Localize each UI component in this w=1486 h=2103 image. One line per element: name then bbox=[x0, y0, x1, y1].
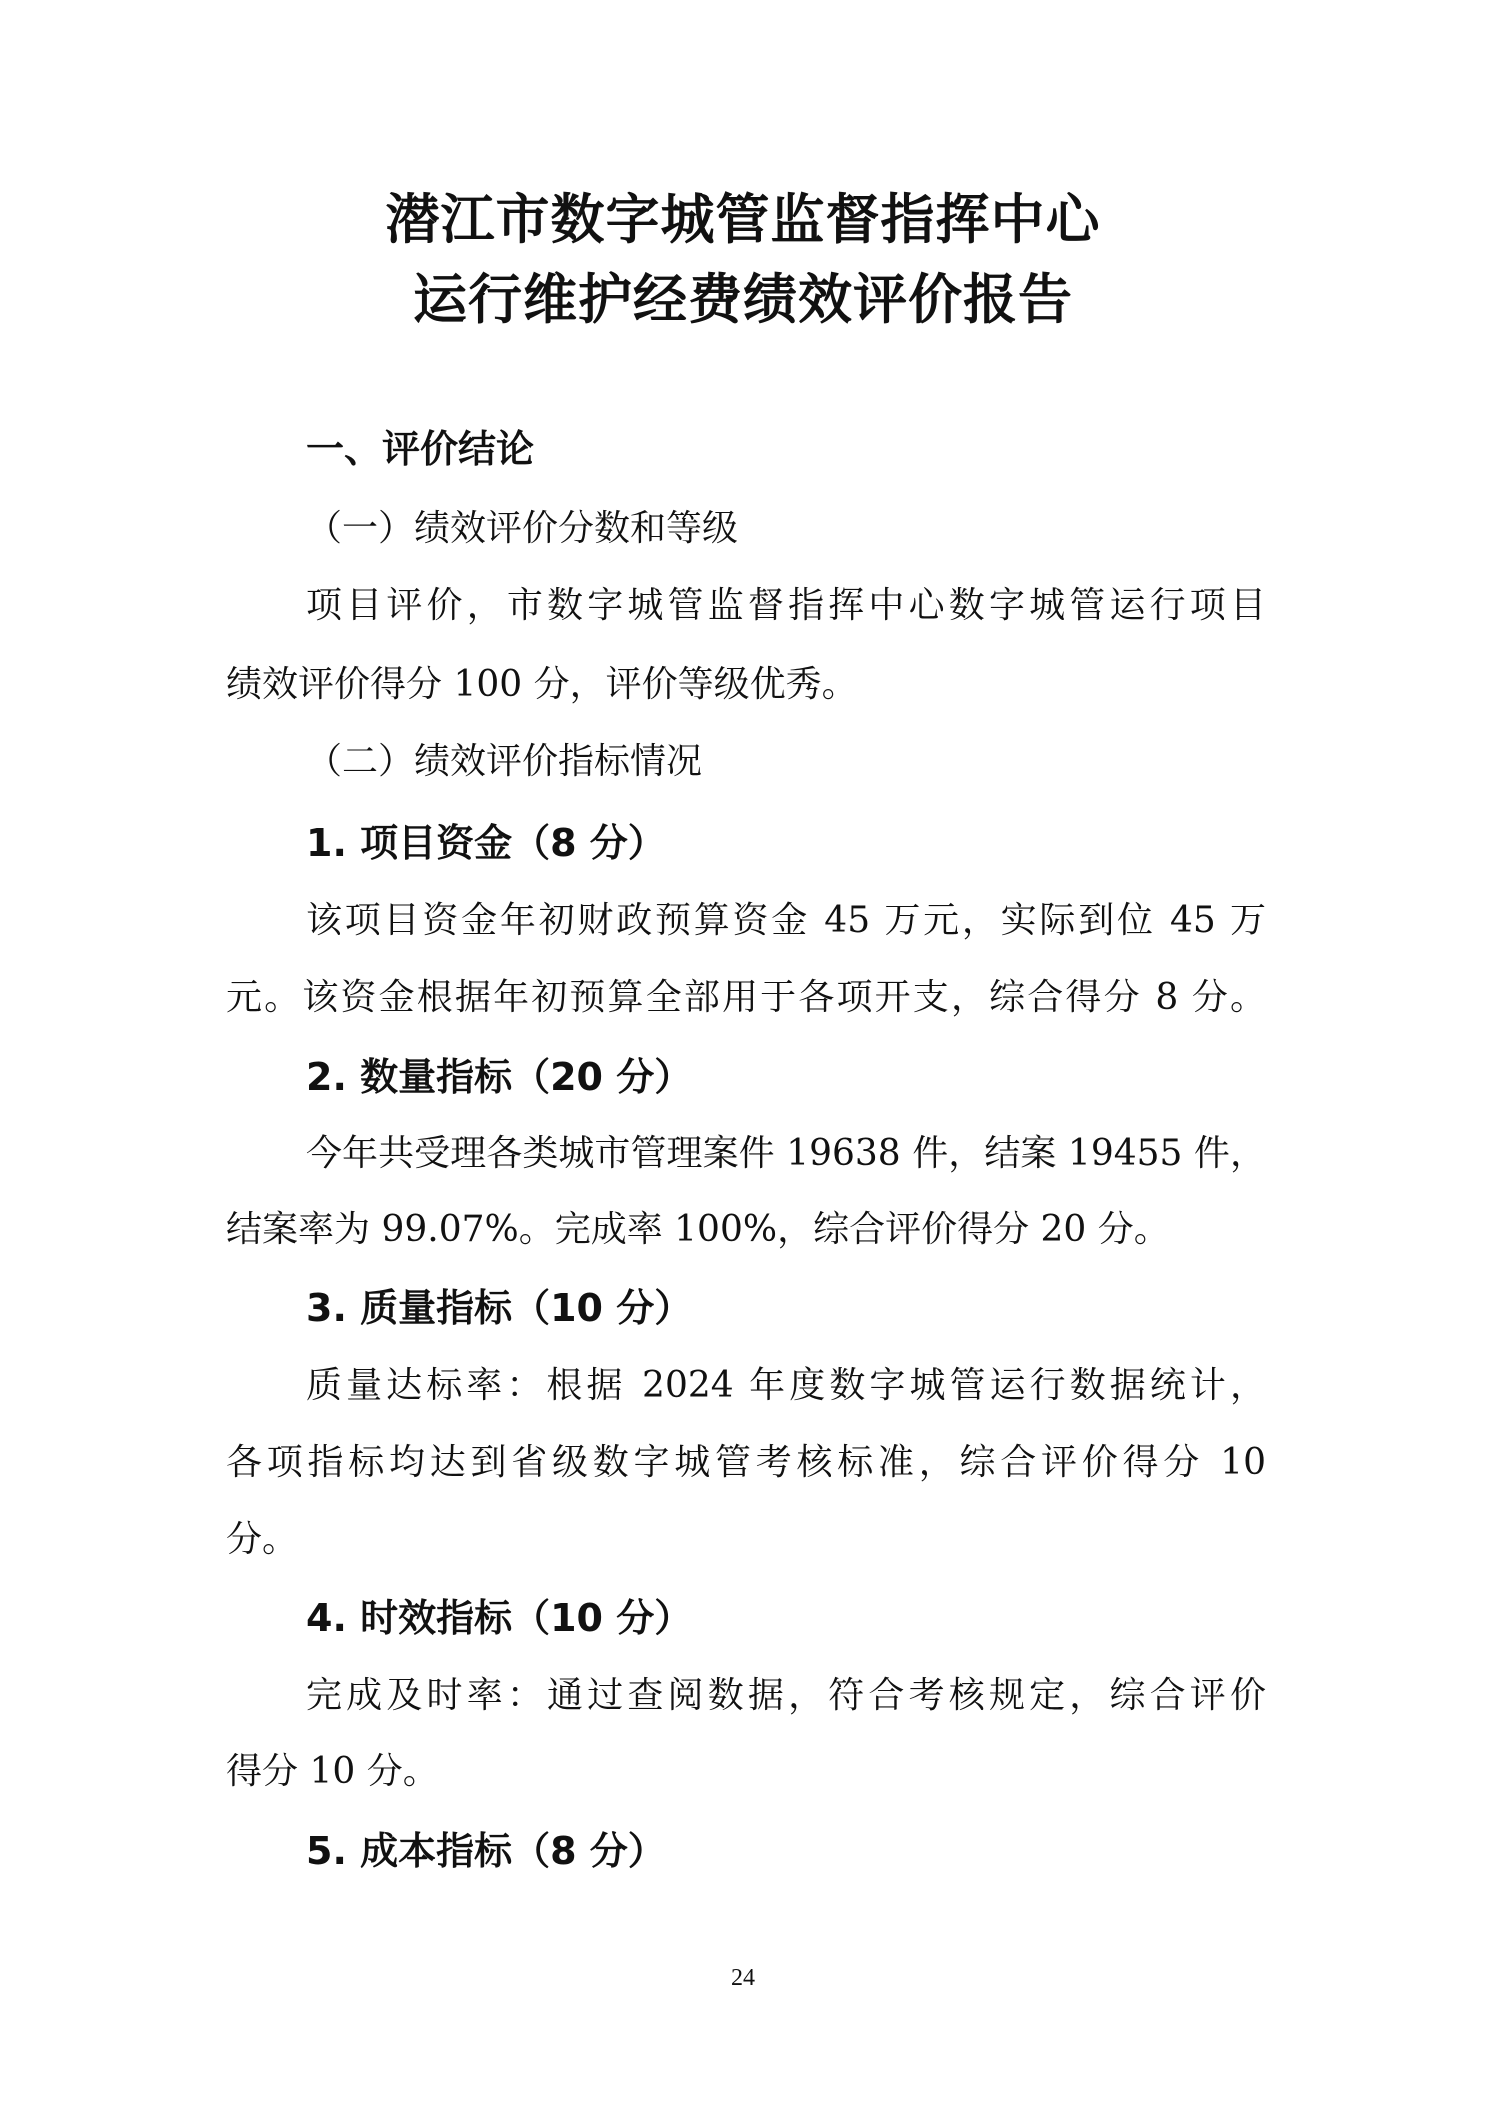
paragraph-line: 结案率为 99.07%。完成率 100%，综合评价得分 20 分。 bbox=[226, 1209, 1170, 1250]
paragraph-line: 绩效评价得分 100 分，评价等级优秀。 bbox=[226, 664, 858, 705]
subsection-heading-indicator-status: （二）绩效评价指标情况 bbox=[306, 741, 703, 782]
paragraph-line: 项目评价，市数字城管监督指挥中心数字城管运行项目 bbox=[306, 585, 1266, 626]
indicator-heading-project-funds: 1. 项目资金（8 分） bbox=[306, 821, 666, 865]
paragraph-line: 分。 bbox=[226, 1519, 299, 1560]
paragraph-line: 今年共受理各类城市管理案件 19638 件，结案 19455 件， bbox=[306, 1133, 1266, 1174]
subsection-heading-score-and-grade: （一）绩效评价分数和等级 bbox=[306, 508, 739, 549]
indicator-heading-cost: 5. 成本指标（8 分） bbox=[306, 1829, 666, 1873]
paragraph-line: 质量达标率：根据 2024 年度数字城管运行数据统计， bbox=[306, 1365, 1266, 1406]
report-title-line-2: 运行维护经费绩效评价报告 bbox=[413, 268, 1073, 331]
paragraph-line: 元。该资金根据年初预算全部用于各项开支，综合得分 8 分。 bbox=[226, 977, 1266, 1018]
paragraph-line: 该项目资金年初财政预算资金 45 万元，实际到位 45 万 bbox=[306, 900, 1266, 941]
indicator-heading-quality: 3. 质量指标（10 分） bbox=[306, 1286, 693, 1330]
indicator-heading-timeliness: 4. 时效指标（10 分） bbox=[306, 1596, 693, 1640]
paragraph-line: 各项指标均达到省级数字城管考核标准，综合评价得分 10 bbox=[226, 1442, 1266, 1483]
report-title-line-1: 潜江市数字城管监督指挥中心 bbox=[385, 188, 1101, 251]
page-number: 24 bbox=[731, 1965, 755, 1991]
indicator-heading-quantity: 2. 数量指标（20 分） bbox=[306, 1055, 693, 1099]
paragraph-line: 得分 10 分。 bbox=[226, 1751, 439, 1792]
section-heading-evaluation-conclusion: 一、评价结论 bbox=[306, 427, 535, 471]
paragraph-line: 完成及时率：通过查阅数据，符合考核规定，综合评价 bbox=[306, 1675, 1266, 1716]
